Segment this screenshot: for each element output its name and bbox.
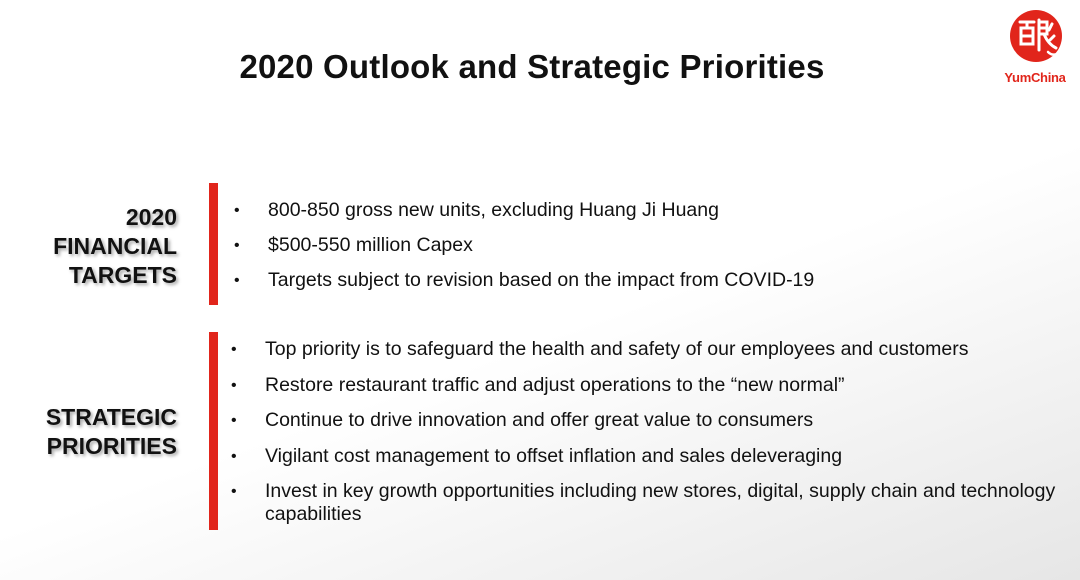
list-item-text: 800-850 gross new units, excluding Huang Ji Huang [268, 199, 719, 221]
bullet-icon: • [234, 202, 240, 219]
bullet-icon: • [231, 376, 237, 394]
financial-targets-accent-bar [209, 183, 218, 305]
list-item-text: $500-550 million Capex [268, 234, 473, 256]
financial-targets-label [53, 203, 177, 290]
bullet-icon: • [234, 272, 240, 289]
list-item-text: Top priority is to safeguard the health and safety of our employees and customers [265, 338, 969, 360]
yum-china-logo-text: YumChina [1004, 70, 1066, 85]
financial-targets-list [234, 199, 815, 304]
list-item [231, 444, 1065, 468]
slide-title: 2020 Outlook and Strategic Priorities [239, 48, 825, 85]
strategic-priorities-list [231, 338, 1065, 539]
list-item [234, 269, 815, 292]
bullet-icon: • [234, 237, 240, 254]
yum-china-logo [994, 8, 1076, 88]
list-item-text: Targets subject to revision based on the impact from COVID-19 [268, 269, 815, 291]
list-item [231, 480, 1065, 526]
yum-china-logo-mark-icon [1008, 8, 1064, 64]
list-item-text: Vigilant cost management to offset inflation and sales deleveraging [265, 444, 843, 467]
financial-targets-label-line: 2020 [125, 204, 177, 230]
list-item [231, 373, 1065, 397]
strategic-priorities-accent-bar [209, 332, 218, 530]
list-item [231, 338, 1065, 361]
strategic-priorities-label [46, 403, 177, 461]
list-item [234, 234, 814, 257]
bullet-icon: • [231, 447, 237, 465]
list-item [231, 409, 1065, 432]
bullet-icon: • [231, 341, 237, 358]
list-item-text: Restore restaurant traffic and adjust operations to the “new normal” [265, 373, 845, 396]
list-item-text: Invest in key growth opportunities including new stores, digital, supply chain and technology capabilities [265, 480, 1056, 525]
list-item [234, 199, 814, 222]
strategic-priorities-label-line: STRATEGIC [45, 404, 177, 430]
financial-targets-label-line: TARGETS [68, 262, 177, 288]
strategic-priorities-label-line: PRIORITIES [46, 433, 177, 459]
bullet-icon: • [231, 483, 237, 500]
bullet-icon: • [231, 412, 237, 429]
list-item-text: Continue to drive innovation and offer great value to consumers [265, 409, 814, 431]
financial-targets-label-line: FINANCIAL [53, 233, 177, 259]
